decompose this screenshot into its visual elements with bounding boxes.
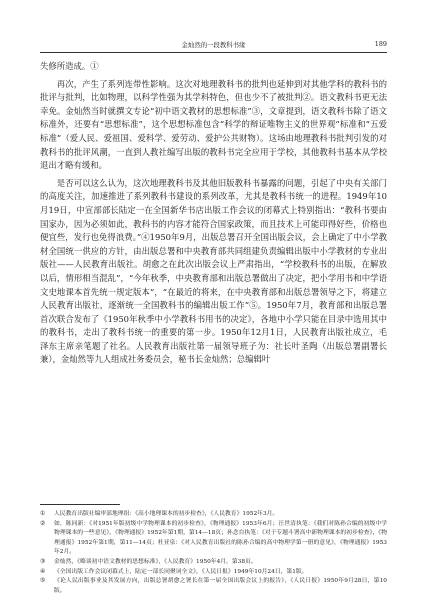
running-header — [40, 40, 387, 52]
footnote-text: 《论人民出版事业及其发展方向，出版总署胡愈之署长在第一届全国出版会议上的报告》，《人民日报》1950年9月28日，第10版。 — [54, 578, 387, 594]
footnote-mark: ④ — [40, 568, 46, 575]
footnote-rule — [40, 504, 120, 505]
paragraph-2: 再次，产生了系列连带性影响。这次对地理教科书的批判也延伸到对其他学科的教科书的批评与批判，比如物理，以科学性强为其学科特色，但也少不了被批判②。语文教科书更无法幸免。金灿然当时就撰文专论“初中语文教材的思想标准”③，文章提到，语文教科书除了语文标准外，还要有“思想标准”，这个思想标准包含“科学的辩证唯物主义的世界观”标准和“五爱标准”（爱人民、爱祖国、爱科学、爱劳动、爱护公共财物）。这场由地理教科书批判引发的对教科书的批评风潮，一直到人教社编写出版的教科书完全应用于学校，其他教科书基本从学校退出才略有缓和。 — [40, 78, 387, 171]
footnote-mark: ① — [40, 511, 46, 517]
footnote-text: 如，陈同新：《对1951年版初级中学物理课本的初步检查》，《物理通报》1953年6月；汪世清执笔：《我们对陈孙合编的初级中学物理课本的一些意见》，《物理通报》1952年第1期，第14—18页；孙念台执笔：《对于专题斗署高中新物理课本的初步检查》，《物理通报》1952年第1期，第11—14页；杜亚泉：《对人民教育出版社的陈孙合编的高中物理学第一册的意见》，《物理通报》1953年2月。 — [54, 520, 387, 556]
footnote — [40, 558, 387, 568]
footnote-text: 《全国出版工作会议闭幕式上，陆定一部长同聚词全文》，《人民日报》1949年10月24日，第1版。 — [54, 568, 308, 575]
paragraph-1: 失修所造成。① — [40, 61, 99, 71]
paragraph-3: 是否可以这么认为，这次地理教科书及其他旧版教科书暴露的问题，引起了中央有关部门的高度关注，加速推进了系列教科书建设的系列改革，尤其是教科书统一的进程。1949年10月19日，中宣部部长陆定一在全国新华书店出版工作会议的闭幕式上特别指出：“教科书要由国家办，因为必须如此，教科书的内容才能符合国家政策，而且技术上可能印得好些，价格也便宜些，发行也免得浪费。”④1950年9月，出版总署召开全国出版会议，会上确定了中小学教材全国统一供应的方针，由出版总署和中央教育部共同组建负责编辑出版中小学教材的专业出版社——人民教育出版社。胡愈之在此次出版会议上严肃指出，“学校教科书的出版，在解放以后，情形相当混乱”，“今年秋季，中央教育部和出版总署做出了决定，把小学用书和中学语文史地课本首先统一规定版本”，“在最近的将来，在中央教育部和出版总署领导之下，将建立人民教育出版社，逐渐统一全国教科书的编辑出版工作”⑤。1950年7月，教育部和出版总署首次联合发布了《1950年秋季中小学教科书用书的决定》，各地中小学只能在目录中选用其中的教科书，走出了教科书统一的重要的第一步。1950年12月1日，人民教育出版社成立，毛泽东主席亲笔题了社名。人民教育出版社第一届领导班子为：社长叶圣陶（出版总署副署长兼），金灿然等九人组成社务委员会，秘书长金灿然；总编辑叶 — [40, 177, 387, 365]
footnote — [40, 577, 387, 596]
footnotes — [40, 510, 387, 596]
body-text — [40, 60, 387, 371]
page-number: 189 — [374, 40, 387, 48]
footnote — [40, 520, 387, 558]
header-rule — [40, 52, 387, 53]
footnote-text: 金灿然，《略谈初中语文教材的思想标准》，《人民教育》1950年4月，第38页。 — [54, 558, 257, 565]
footnote-mark: ② — [40, 520, 46, 527]
footnote-text: 人民教育出版社编审部地理组：《高小地理课本的初步检查》，《人民教育》1952年3月。 — [54, 511, 279, 517]
footnote-mark: ⑤ — [40, 578, 46, 585]
footnote — [40, 568, 387, 578]
footnote-mark: ③ — [40, 558, 46, 565]
footnote — [40, 510, 387, 520]
running-title: 金灿然的一段教科书缘 — [181, 41, 246, 49]
